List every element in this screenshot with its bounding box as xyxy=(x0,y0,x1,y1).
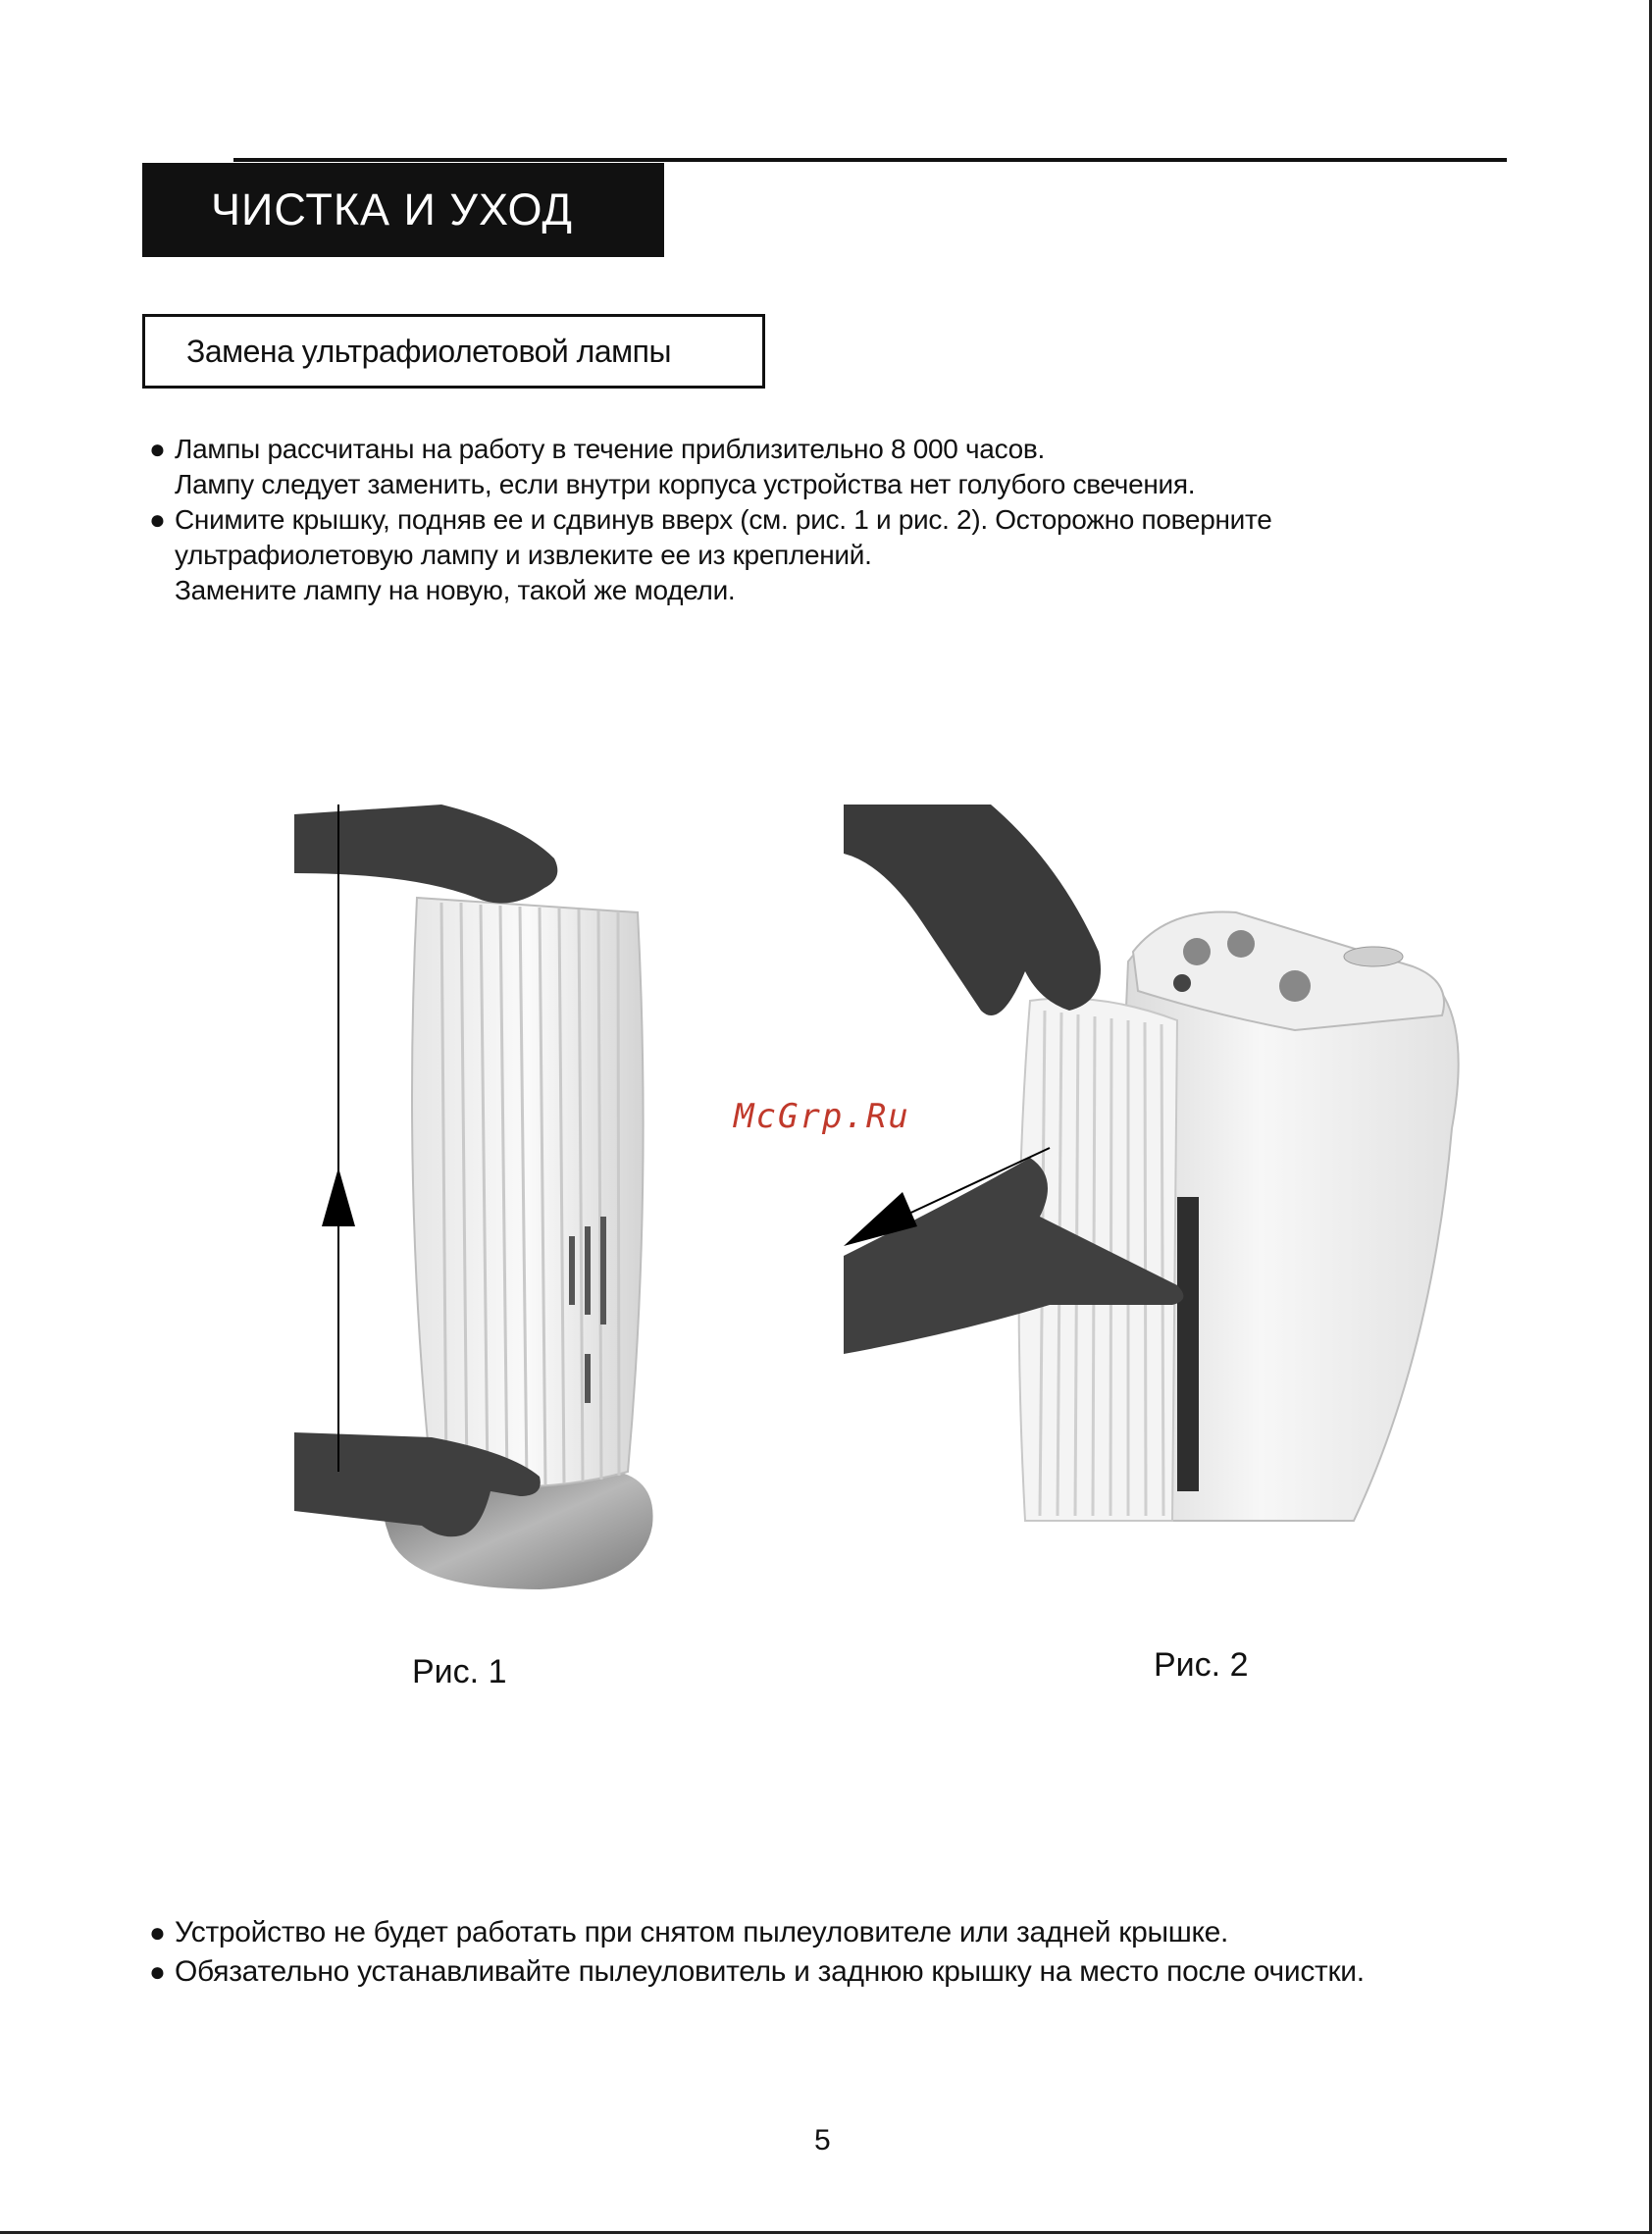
page-title: ЧИСТКА И УХОД xyxy=(211,184,574,234)
subsection-heading: Замена ультрафиолетовой лампы xyxy=(186,333,671,369)
control-knob xyxy=(1227,930,1255,958)
instruction-line: Замените лампу на новую, такой же модели. xyxy=(175,575,736,605)
bullet-icon: ● xyxy=(149,1917,166,1948)
bullet-icon: ● xyxy=(149,434,166,464)
top-hand xyxy=(294,805,557,904)
note-text: Обязательно устанавливайте пылеуловитель и заднюю крышку на место после очистки. xyxy=(175,1955,1365,1988)
page-number: 5 xyxy=(814,2124,831,2156)
watermark-text: McGrp.Ru xyxy=(734,1097,910,1136)
notes-list xyxy=(147,1913,1521,1992)
control-knob xyxy=(1279,970,1311,1002)
instruction-line: Лампы рассчитаны на работу в течение приблизительно 8 000 часов. xyxy=(175,434,1045,464)
note-item xyxy=(147,1952,1521,1992)
note-text: Устройство не будет работать при снятом пылеуловителе или задней крышке. xyxy=(175,1916,1229,1948)
instruction-line: Снимите крышку, подняв ее и сдвинув вверх (см. рис. 1 и рис. 2). Осторожно поверните xyxy=(175,504,1272,535)
upper-hand xyxy=(844,805,1101,1015)
section-title-banner xyxy=(142,163,664,257)
figure-2-illustration xyxy=(804,805,1491,1531)
header-rule xyxy=(233,158,1507,162)
bullet-icon: ● xyxy=(149,1956,166,1987)
instruction-line: Лампу следует заменить, если внутри корпуса устройства нет голубого свечения. xyxy=(175,469,1196,499)
note-item xyxy=(147,1913,1521,1952)
control-knob xyxy=(1183,938,1211,965)
lamp-cavity xyxy=(1177,1197,1199,1491)
arrow-up-icon xyxy=(322,1168,355,1226)
subsection-heading-box xyxy=(142,314,765,389)
instruction-list xyxy=(147,432,1521,608)
instruction-item xyxy=(147,502,1521,608)
figure-1-caption: Рис. 1 xyxy=(412,1653,507,1690)
figure-1-illustration xyxy=(294,805,706,1609)
power-button xyxy=(1173,974,1191,992)
instruction-item xyxy=(147,432,1521,502)
bullet-icon: ● xyxy=(149,504,166,535)
instruction-line: ультрафиолетовую лампу и извлеките ее из креплений. xyxy=(175,540,872,570)
figure-2-caption: Рис. 2 xyxy=(1154,1646,1249,1684)
handle-slot xyxy=(1344,947,1403,966)
